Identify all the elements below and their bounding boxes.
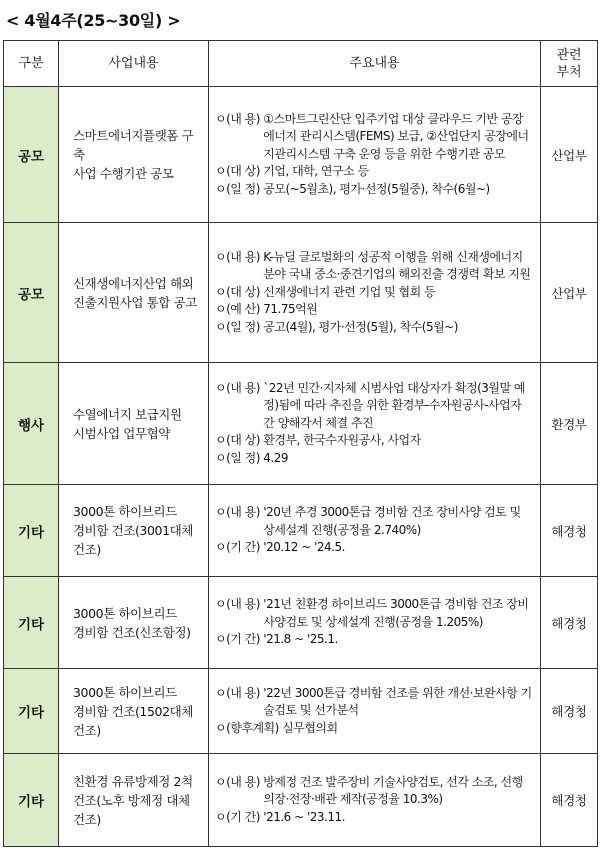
content-item (215, 380, 532, 433)
table-row (4, 223, 598, 363)
header-dept-line2: 부처 (556, 64, 582, 80)
table-row (4, 87, 598, 223)
content-item (215, 284, 532, 302)
content-item (215, 163, 532, 181)
business-line: 경비함 건조(3001대체건조) (73, 523, 193, 557)
row-business (59, 669, 209, 754)
content-item-text: '21.6 ~ '23.11. (263, 809, 345, 824)
table-row (4, 669, 598, 754)
content-item (215, 809, 532, 827)
content-item-label: ㅇ(예 산) (215, 302, 264, 317)
content-item-label: ㅇ(내 용) (215, 380, 264, 395)
row-business (59, 577, 209, 669)
content-item-text: 공고(4월), 평가·선정(5월), 착수(5월~) (263, 319, 458, 334)
row-business (59, 223, 209, 363)
page-title: < 4월4주(25~30일) > (6, 11, 181, 30)
content-item (215, 504, 532, 539)
content-item-label: ㅇ(내 용) (215, 249, 264, 264)
content-item-text: '22년 3000톤급 경비함 건조를 위한 개선·보완사항 기술검토 및 선가분석 (263, 685, 532, 718)
content-item (215, 249, 532, 284)
row-category: 기타 (4, 485, 59, 577)
table-row (4, 485, 598, 577)
row-category: 기타 (4, 754, 59, 847)
content-item (215, 631, 532, 649)
content-item-text: '20.12 ~ '24.5. (263, 540, 345, 555)
row-category: 행사 (4, 363, 59, 485)
row-category: 기타 (4, 577, 59, 669)
header-content: 주요내용 (209, 41, 541, 87)
row-content (209, 577, 541, 669)
content-item (215, 596, 532, 631)
business-line: 친환경 유류방제정 2척 (73, 773, 193, 789)
content-item (215, 301, 532, 319)
header-row (4, 41, 598, 87)
content-item-text: 4.29 (263, 450, 288, 465)
business-line: 3000톤 하이브리드 (73, 504, 177, 519)
content-item (215, 450, 532, 468)
row-business (59, 485, 209, 577)
content-item-label: ㅇ(내 용) (215, 685, 264, 700)
table-row (4, 754, 598, 847)
row-content (209, 223, 541, 363)
row-content (209, 87, 541, 223)
row-dept: 산업부 (541, 223, 598, 363)
content-item-text: ①스마트그린산단 입주기업 대상 클라우드 기반 공장에너지 관리시스템(FEMS) 보급, ②산업단지 공장에너지관리시스템 구축 운영 등을 위한 수행기관 공모 (263, 111, 529, 161)
business-line: 경비함 건조(1502대체건조) (73, 703, 193, 738)
business-line: 시범사업 업무협약 (73, 425, 170, 441)
row-dept: 산업부 (541, 87, 598, 223)
row-content (209, 669, 541, 754)
business-line: 사업 수행기관 공모 (73, 166, 174, 181)
business-line: 3000톤 하이브리드 (73, 605, 177, 621)
row-dept: 해경청 (541, 754, 598, 847)
content-item (215, 432, 532, 450)
row-business (59, 754, 209, 847)
row-content (209, 363, 541, 485)
content-item-text: `22년 민간·지자체 시범사업 대상자가 확정(3월말 예정)됨에 따라 추진을 위한 환경부-수자원공사-사업자간 양해각서 체결 추진 (263, 380, 526, 430)
row-category: 공모 (4, 87, 59, 223)
row-dept: 환경부 (541, 363, 598, 485)
header-business: 사업내용 (59, 41, 209, 87)
content-item-label: ㅇ(일 정) (215, 181, 264, 196)
row-dept: 해경청 (541, 577, 598, 669)
table-row (4, 363, 598, 485)
content-item-text: '21.8 ~ '25.1. (263, 632, 338, 647)
content-item (215, 774, 532, 809)
content-item-text: 71.75억원 (263, 302, 318, 317)
content-item (215, 111, 532, 164)
content-item-label: ㅇ(대 상) (215, 433, 264, 448)
header-category: 구분 (4, 41, 59, 87)
business-line: 경비함 건조(신조함정) (73, 624, 191, 640)
business-line: 신재생에너지산업 해외 (73, 275, 194, 291)
content-item-text: (향후계획) 실무협의회 (226, 720, 338, 735)
content-item-text: 기업, 대학, 연구소 등 (263, 164, 369, 179)
header-dept-line1: 관련 (556, 47, 582, 63)
content-item-text: 환경부, 한국수자원공사, 사업자 (263, 433, 421, 448)
content-item-text: '20년 추경 3000톤급 경비함 건조 장비사양 검토 및 상세설계 진행(공정율 2.740%) (263, 505, 521, 537)
content-item-text: K-뉴딜 글로벌화의 성공적 이행을 위해 신재생에너지분야 국내 중소·중견기업의 해외진출 경쟁력 확보 지원 (263, 249, 531, 282)
content-item-label: ㅇ(기 간) (215, 632, 264, 647)
row-dept: 해경청 (541, 669, 598, 754)
business-line: 수열에너지 보급지원 (73, 406, 182, 422)
content-item (215, 319, 532, 337)
row-category: 기타 (4, 669, 59, 754)
content-item-text: 방제정 건조 발주장비 기술사양검토, 선각 소조, 선행의장·전장·배관 제작(공정율 10.3%) (263, 774, 523, 807)
table-body (4, 87, 598, 847)
content-item-label: ㅇ(기 간) (215, 809, 264, 824)
row-business (59, 87, 209, 223)
content-item-label: ㅇ(내 용) (215, 774, 264, 789)
business-line: 스마트에너지플랫폼 구축 (73, 128, 194, 162)
content-item (215, 181, 532, 199)
content-item-text: 신재생에너지 관련 기업 및 협회 등 (263, 284, 436, 299)
content-item-label: ㅇ(내 용) (215, 597, 264, 612)
content-item-label: ㅇ(내 용) (215, 505, 264, 520)
content-item-label: ㅇ(일 정) (215, 319, 264, 334)
content-item (215, 685, 532, 720)
content-item-label: ㅇ(내 용) (215, 111, 264, 126)
content-item-text: '21년 친환경 하이브리드 3000톤급 경비함 건조 장비사양검토 및 상세설계 진행(공정율 1.205%) (263, 597, 529, 629)
content-item-label: ㅇ(일 정) (215, 450, 264, 465)
content-item-label: ㅇ(대 상) (215, 164, 264, 179)
business-line: 건조(노후 방제정 대체 건조) (73, 792, 190, 827)
content-item-label: ㅇ (215, 720, 227, 735)
row-content (209, 485, 541, 577)
header-dept (541, 41, 598, 87)
row-dept: 해경청 (541, 485, 598, 577)
content-item-label: ㅇ(기 간) (215, 540, 264, 555)
business-line: 3000톤 하이브리드 (73, 684, 177, 700)
table-row (4, 577, 598, 669)
row-business (59, 363, 209, 485)
row-category: 공모 (4, 223, 59, 363)
content-item (215, 539, 532, 557)
content-item-label: ㅇ(대 상) (215, 284, 264, 299)
content-item (215, 720, 532, 738)
schedule-table (3, 40, 598, 847)
row-content (209, 754, 541, 847)
content-item-text: 공모(~5월초), 평가·선정(5월중), 착수(6월~) (263, 181, 490, 196)
business-line: 진출지원사업 통합 공고 (73, 294, 197, 310)
